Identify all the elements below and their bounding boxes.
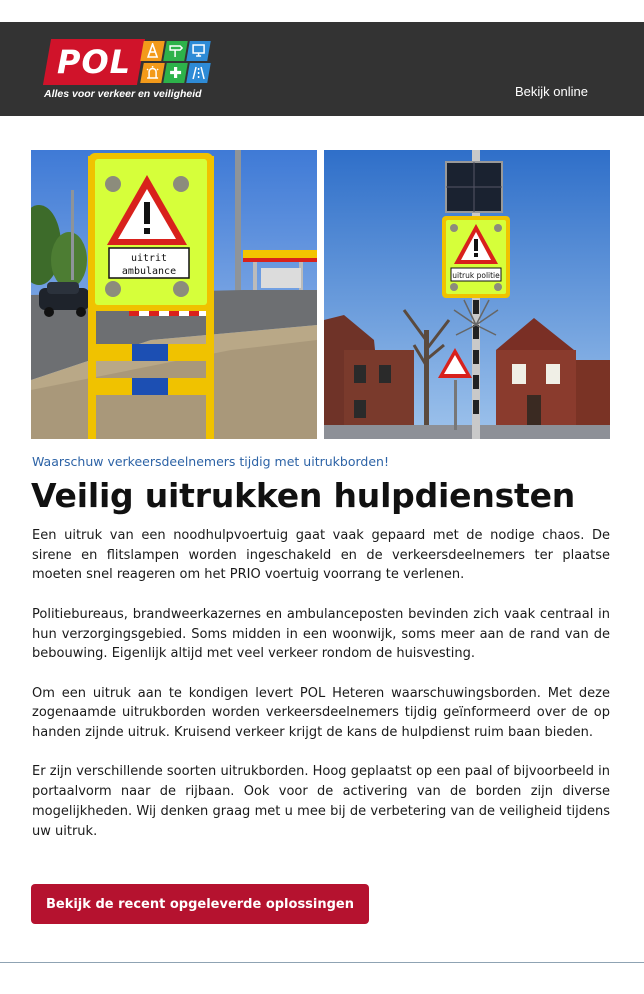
traffic-cone-icon [140, 41, 165, 61]
email-header [0, 22, 644, 116]
view-solutions-button[interactable]: Bekijk de recent opgeleverde oplossingen [31, 884, 369, 924]
left-sign-text-2: ambulance [121, 266, 177, 277]
road-icon [186, 63, 211, 83]
logo-pol-block [43, 39, 145, 85]
article-paragraph: Politiebureaus, brandweerkazernes en ambulanceposten bevinden zich vaak centraal in hun verzorgingsgebied. Soms midden in een woonwijk, soms meer aan de rand van de bebouwing. Eigenlijk altijd met veel verkeer rondom de huisvesting. [32, 606, 610, 662]
left-sign-text-1: uitrit [130, 253, 168, 264]
article-headline: Veilig uitrukken hulpdiensten [31, 476, 576, 515]
right-sign-text: uitruk politie [452, 271, 500, 280]
photo-uitruk-politie-sign [324, 150, 610, 439]
warning-light-icon [140, 63, 165, 83]
view-online-link[interactable]: Bekijk online [515, 84, 588, 99]
top-strip [0, 0, 644, 22]
signpost-icon [163, 41, 188, 61]
article-body [32, 526, 610, 861]
article-paragraph: Er zijn verschillende soorten uitrukborden. Hoog geplaatst op een paal of bijvoorbeeld in portaalvorm naar de rijbaan. Ook voor de activering van de borden zijn diverse mogelijkheden. Wij denken graag met u mee bij de verbetering van de veiligheid tijdens uw uitruk. [32, 764, 610, 839]
photo-uitrit-ambulance-sign [31, 150, 317, 439]
article-kicker: Waarschuw verkeersdeelnemers tijdig met uitrukborden! [32, 454, 389, 469]
first-aid-cross-icon [163, 63, 188, 83]
pol-logo[interactable] [44, 39, 219, 109]
footer-divider [0, 962, 644, 963]
logo-icon-grid [138, 39, 210, 85]
logo-tagline: Alles voor verkeer en veiligheid [44, 88, 202, 100]
logo-text: POL [57, 43, 132, 81]
article-paragraph: Om een uitruk aan te kondigen levert POL Heteren waarschuwingsborden. Met deze zogenaamde uitrukborden worden verkeersdeelnemers tijdig geïnformeerd over de op handen zijnde uitruk. Kruisend verkeer krijgt de kans de hulpdienst ruim baan bieden. [32, 685, 610, 740]
article-paragraph: Een uitruk van een noodhulpvoertuig gaat vaak gepaard met de nodige chaos. De sirene en flitslampen worden ingeschakeld en de verkeersdeelnemers ter plaatse moeten snel reageren om het PRIO voertuig voorrang te verlenen. [32, 528, 610, 583]
monitor-icon [186, 41, 211, 61]
